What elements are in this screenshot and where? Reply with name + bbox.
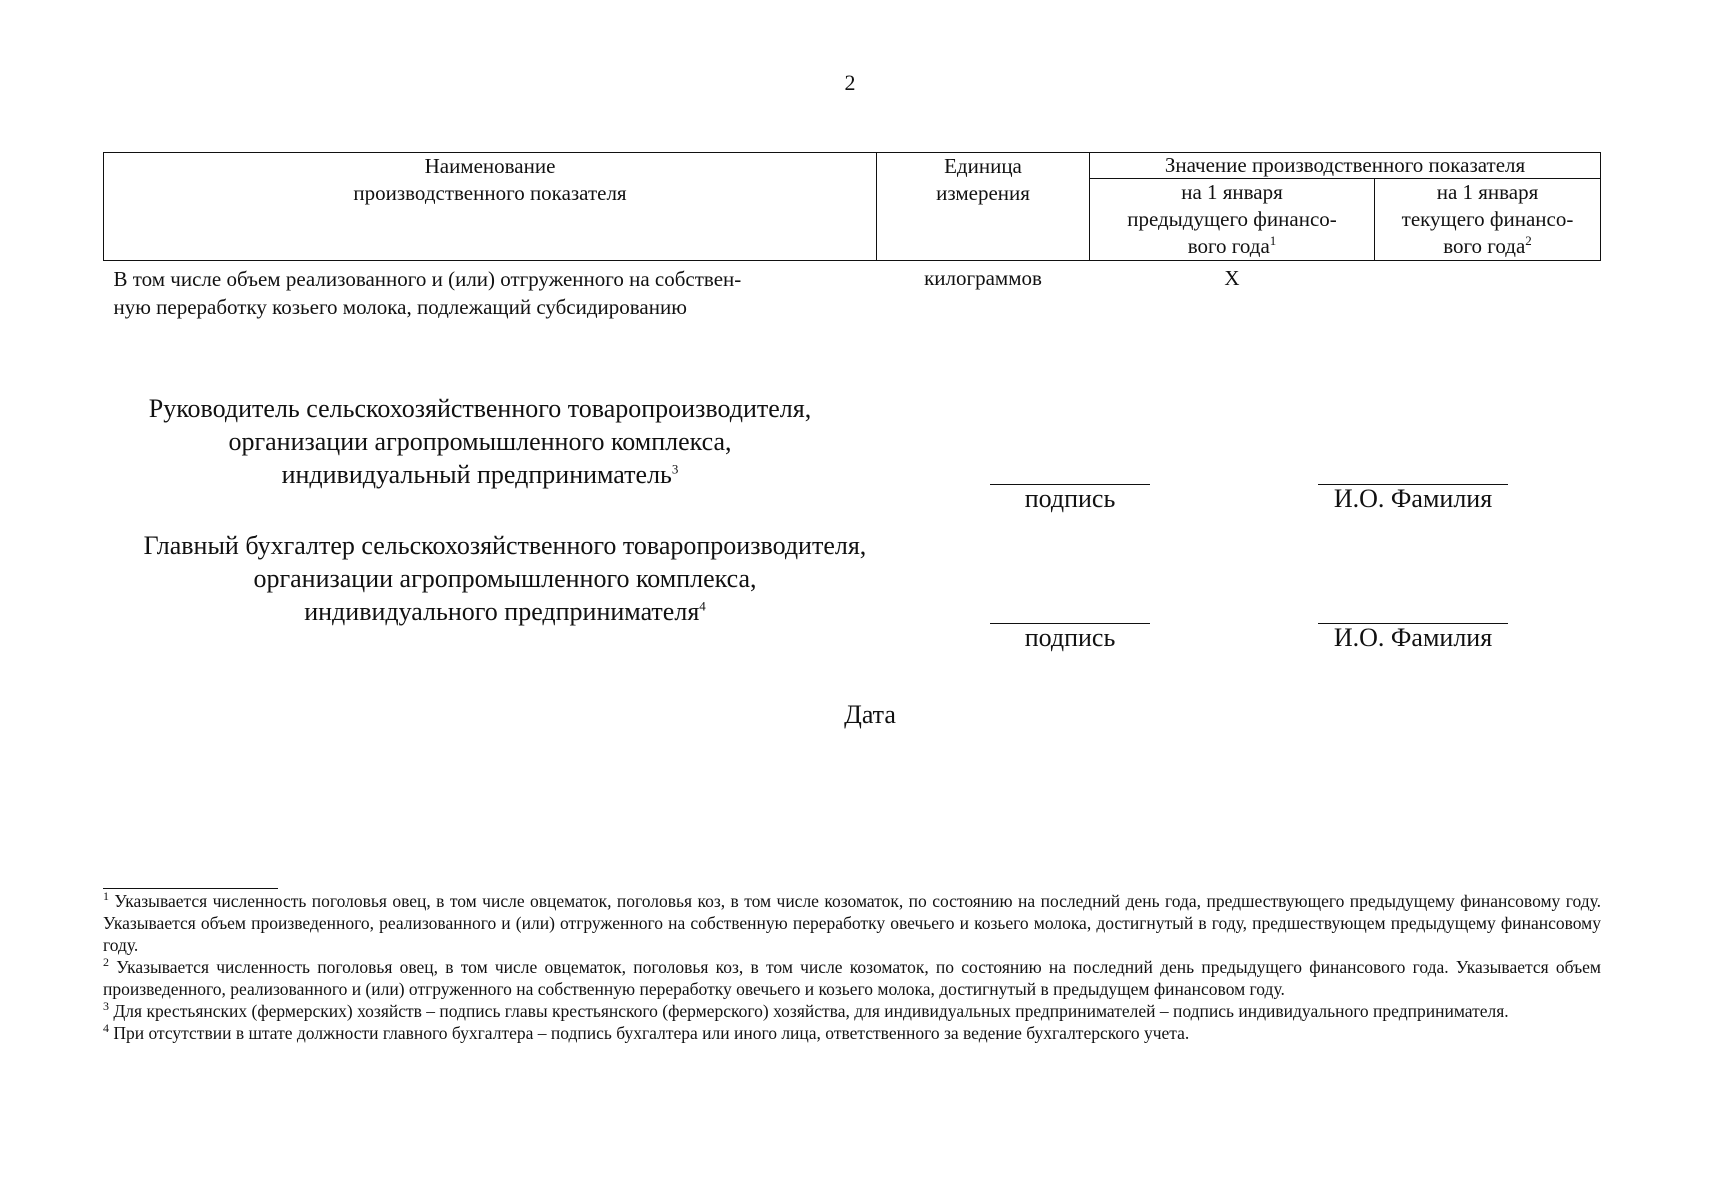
table-row: [104, 261, 1601, 322]
footnote-3: [103, 1000, 1601, 1022]
header-curr-year-text: на 1 января текущего финансо- вого года: [1401, 180, 1574, 258]
header-prev-year-text: на 1 января предыдущего финансо- вого года: [1127, 180, 1337, 258]
footnote-mark-4: 4: [103, 1021, 109, 1036]
footnote-ref-3: 3: [671, 461, 679, 477]
footnote-text-4: При отсутствии в штате должности главного бухгалтера – подпись бухгалтера или иного лица, ответственного за ведение бухгалтерского учета.: [109, 1023, 1190, 1043]
footnote-ref-4: 4: [699, 598, 706, 614]
footnote-text-2: Указывается численность поголовья овец, в том числе овцематок, поголовья коз, в том числе козоматок, по состоянию на последний день предыдущего финансового года. Указывается объем произведенного, реализованного и (или) отгруженного на собственную переработку овечьего и козьего молока, достигнутый в предыдущем финансовом году.: [103, 957, 1601, 999]
footnote-1: [103, 890, 1601, 956]
signature-title-accountant-text: Главный бухгалтер сельскохозяйственного товаропроизводителя, организации агропромышленного комплекса, индивидуального предпринимателя: [143, 531, 867, 626]
header-unit: Единица измерения: [877, 153, 1090, 261]
header-prev-year: [1090, 179, 1375, 261]
footnote-ref-1: 1: [1269, 233, 1277, 248]
signature-title-accountant: [100, 529, 910, 628]
signature-title-head: [100, 392, 860, 491]
footnote-mark-2: 2: [103, 955, 109, 970]
date-label: Дата: [844, 700, 896, 729]
name-caption-head: И.О. Фамилия: [1333, 484, 1493, 513]
name-caption-accountant: И.О. Фамилия: [1333, 623, 1493, 652]
footnote-2: [103, 956, 1601, 1000]
header-curr-year: [1375, 179, 1601, 261]
footnote-mark-1: 1: [103, 889, 109, 904]
signature-caption-accountant: подпись: [1024, 623, 1116, 652]
footnote-separator: [103, 888, 278, 889]
footnote-4: [103, 1022, 1601, 1044]
footnote-text-1: Указывается численность поголовья овец, в том числе овцематок, поголовья коз, в том числе козоматок, по состоянию на последний день года, предшествующего предыдущему финансовому году. Указывается объем произведенного, реализованного и (или) отгруженного на собственную переработку овечьего и козьего молока, достигнутый в году, предшествующем предыдущему финансовому году.: [103, 891, 1601, 955]
footnotes: [103, 890, 1601, 1044]
header-value-group: Значение производственного показателя: [1090, 153, 1601, 179]
footnote-text-3: Для крестьянских (фермерских) хозяйств – подпись главы крестьянского (фермерского) хозяйства, для индивидуальных предпринимателей – подпись индивидуального предпринимателя.: [109, 1001, 1509, 1021]
row-unit: килограммов: [924, 266, 1042, 290]
row-curr-year-value: [1375, 261, 1601, 322]
row-indicator-name: В том числе объем реализованного и (или) отгруженного на собствен- ную переработку козьего молока, подлежащий субсидированию: [113, 267, 742, 319]
signature-caption-head: подпись: [1024, 484, 1116, 513]
footnote-mark-3: 3: [103, 999, 109, 1014]
signature-title-head-text: Руководитель сельскохозяйственного товаропроизводителя, организации агропромышленного комплекса, индивидуальный предприниматель: [148, 394, 812, 489]
page-number: 2: [844, 70, 856, 95]
indicator-table: [103, 152, 1601, 321]
footnote-ref-2: 2: [1525, 233, 1532, 248]
header-indicator-name: Наименование производственного показателя: [104, 153, 877, 261]
row-prev-year-value: Х: [1224, 266, 1240, 290]
